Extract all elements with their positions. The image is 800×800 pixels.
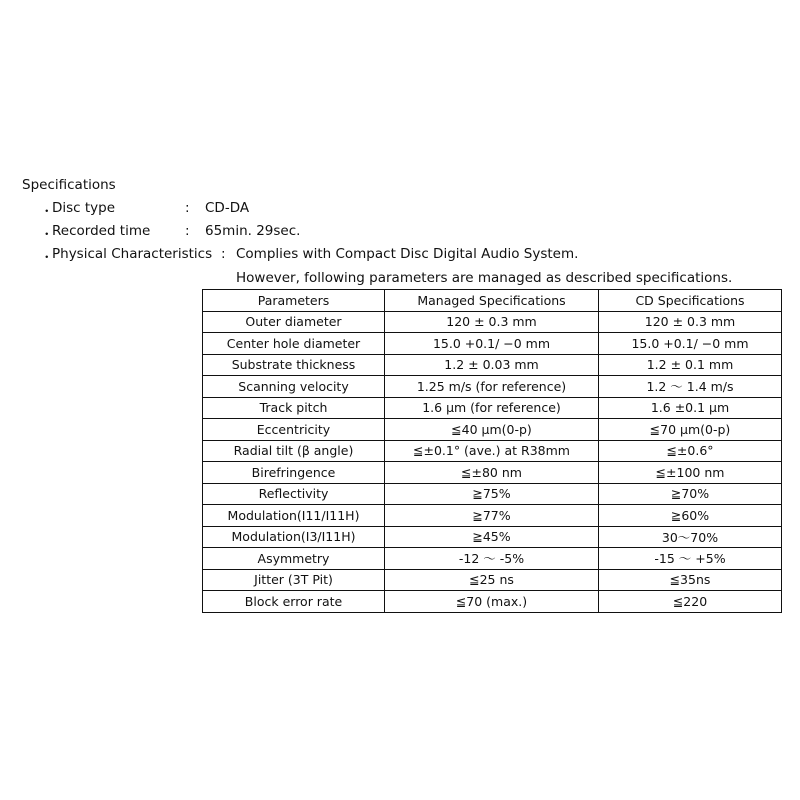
cell-parameter: Jitter (3T Pit)	[203, 569, 385, 591]
cell-cd-spec: 120 ± 0.3 mm	[599, 311, 782, 333]
cell-managed-spec: ≧45%	[385, 526, 599, 548]
parameters-note: However, following parameters are managed as described specifications.	[236, 270, 733, 286]
cell-cd-spec: 1.2 ± 0.1 mm	[599, 354, 782, 376]
table-header-row	[203, 290, 782, 312]
cell-managed-spec: ≧75%	[385, 483, 599, 505]
cell-managed-spec: 15.0 +0.1/ −0 mm	[385, 333, 599, 355]
table-row	[203, 419, 782, 441]
cell-cd-spec: 15.0 +0.1/ −0 mm	[599, 333, 782, 355]
cell-managed-spec: ≧77%	[385, 505, 599, 527]
cell-cd-spec: -15 ～ +5%	[599, 548, 782, 570]
bullet: ・	[40, 227, 54, 243]
bullet: ・	[40, 250, 54, 266]
table-row	[203, 569, 782, 591]
cell-parameter: Asymmetry	[203, 548, 385, 570]
bullet: ・	[40, 204, 54, 220]
physical-characteristics-colon: :	[221, 246, 226, 262]
cell-parameter: Outer diameter	[203, 311, 385, 333]
table-row	[203, 548, 782, 570]
recorded-time-value: 65min. 29sec.	[205, 223, 301, 239]
table-row	[203, 311, 782, 333]
header-managed-specifications: Managed Specifications	[385, 290, 599, 312]
cell-cd-spec: ≦±0.6°	[599, 440, 782, 462]
cell-cd-spec: ≦220	[599, 591, 782, 613]
cell-managed-spec: 1.2 ± 0.03 mm	[385, 354, 599, 376]
table-row	[203, 397, 782, 419]
cell-cd-spec: 30～70%	[599, 526, 782, 548]
cell-managed-spec: 1.25 m/s (for reference)	[385, 376, 599, 398]
disc-type-label: Disc type	[52, 200, 116, 216]
cell-parameter: Eccentricity	[203, 419, 385, 441]
disc-type-line	[40, 200, 250, 220]
specifications-table	[202, 289, 782, 613]
specifications-heading: Specifications	[22, 177, 116, 193]
cell-parameter: Scanning velocity	[203, 376, 385, 398]
table-body	[203, 311, 782, 612]
header-cd-specifications: CD Specifications	[599, 290, 782, 312]
cell-managed-spec: 1.6 μm (for reference)	[385, 397, 599, 419]
cell-managed-spec: -12 ～ -5%	[385, 548, 599, 570]
cell-parameter: Center hole diameter	[203, 333, 385, 355]
cell-cd-spec: ≦70 μm(0-p)	[599, 419, 782, 441]
cell-managed-spec: ≦70 (max.)	[385, 591, 599, 613]
cell-parameter: Radial tilt (β angle)	[203, 440, 385, 462]
table-row	[203, 440, 782, 462]
recorded-time-line	[40, 223, 301, 243]
physical-characteristics-line	[40, 246, 579, 266]
table-row	[203, 483, 782, 505]
cell-parameter: Modulation(I11/I11H)	[203, 505, 385, 527]
header-parameters: Parameters	[203, 290, 385, 312]
cell-parameter: Substrate thickness	[203, 354, 385, 376]
cell-parameter: Modulation(I3/I11H)	[203, 526, 385, 548]
cell-parameter: Reflectivity	[203, 483, 385, 505]
cell-cd-spec: 1.2 ～ 1.4 m/s	[599, 376, 782, 398]
cell-parameter: Block error rate	[203, 591, 385, 613]
cell-cd-spec: ≧60%	[599, 505, 782, 527]
table-row	[203, 591, 782, 613]
cell-managed-spec: 120 ± 0.3 mm	[385, 311, 599, 333]
cell-managed-spec: ≦25 ns	[385, 569, 599, 591]
cell-parameter: Birefringence	[203, 462, 385, 484]
cell-managed-spec: ≦±0.1° (ave.) at R38mm	[385, 440, 599, 462]
cell-cd-spec: ≦±100 nm	[599, 462, 782, 484]
recorded-time-colon: :	[185, 223, 190, 239]
physical-characteristics-label: Physical Characteristics	[52, 246, 213, 262]
cell-managed-spec: ≦40 μm(0-p)	[385, 419, 599, 441]
table-row	[203, 376, 782, 398]
table-row	[203, 354, 782, 376]
table-row	[203, 333, 782, 355]
table-row	[203, 462, 782, 484]
cell-managed-spec: ≦±80 nm	[385, 462, 599, 484]
cell-cd-spec: 1.6 ±0.1 μm	[599, 397, 782, 419]
disc-type-value: CD-DA	[205, 200, 250, 216]
physical-characteristics-value: Complies with Compact Disc Digital Audio System.	[236, 246, 579, 262]
recorded-time-label: Recorded time	[52, 223, 151, 239]
table-row	[203, 505, 782, 527]
cell-parameter: Track pitch	[203, 397, 385, 419]
cell-cd-spec: ≦35ns	[599, 569, 782, 591]
table-row	[203, 526, 782, 548]
disc-type-colon: :	[185, 200, 190, 216]
cell-cd-spec: ≧70%	[599, 483, 782, 505]
